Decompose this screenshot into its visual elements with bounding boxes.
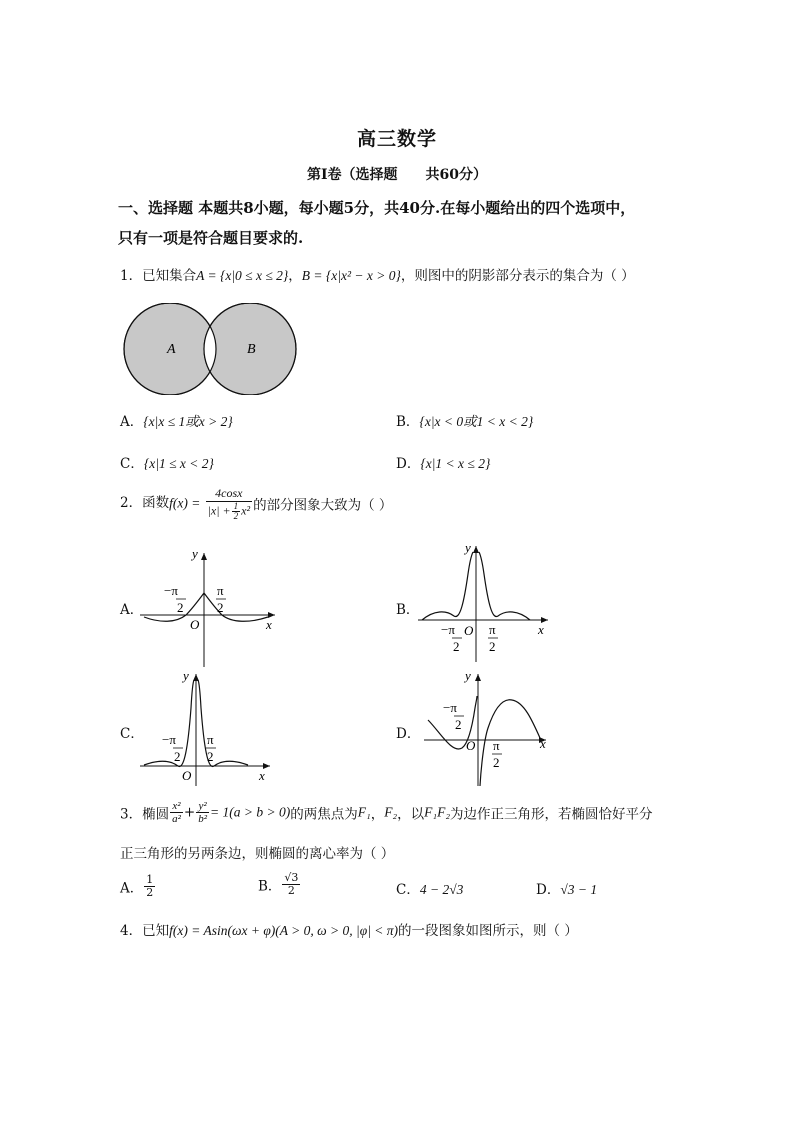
q1-prefix: 1．已知集合 bbox=[120, 268, 197, 284]
q1-option-d[interactable]: D．{x|1 < x ≤ 2} bbox=[396, 456, 491, 472]
q1-suffix: ，则图中的阴影部分表示的集合为（ ） bbox=[400, 268, 635, 284]
venn-diagram bbox=[118, 303, 303, 395]
graph-b-curve-left bbox=[422, 552, 473, 620]
question-1-stem: 1．已知集合A = {x|0 ≤ x ≤ 2}，B = {x|x² − x > 0}，则图中的阴影部分表示的集合为（ ） bbox=[120, 268, 635, 284]
section-instructions-line2: 只有一项是符合题目要求的. bbox=[118, 229, 304, 247]
q3-option-b[interactable]: B． $\frac{√3}{2}$ bbox=[258, 871, 299, 897]
svg-text:−π: −π bbox=[162, 732, 176, 747]
venn-label-b: B bbox=[247, 342, 256, 357]
svg-text:y: y bbox=[465, 540, 471, 555]
svg-text:π: π bbox=[493, 738, 500, 753]
svg-text:π: π bbox=[207, 732, 214, 747]
svg-text:2: 2 bbox=[174, 749, 181, 764]
svg-text:−π: −π bbox=[443, 700, 457, 715]
q1-set-b: B = {x|x² − x > 0} bbox=[301, 268, 401, 283]
graph-c-curve-left bbox=[144, 680, 194, 766]
svg-text:x: x bbox=[266, 617, 272, 632]
q1-set-a: A = {x|0 ≤ x ≤ 2} bbox=[196, 268, 289, 283]
svg-text:2: 2 bbox=[177, 600, 184, 615]
svg-text:2: 2 bbox=[493, 755, 500, 770]
svg-text:2: 2 bbox=[455, 717, 462, 732]
q2-graph-b bbox=[418, 540, 553, 665]
section-instructions-line1: 一、选择题 本题共8小题，每小题5分，共40分.在每小题给出的四个选项中， bbox=[118, 199, 636, 217]
q2-option-a[interactable]: A． bbox=[120, 602, 144, 618]
question-3-stem: 3．椭圆 $\frac{\text{x²}}{\text{a²}}$ + $\frac{\text{y²}}{\text{b²}}$ = 1(a > b > 0)的两焦点为F₁，F₂，以F₁F₂为边作正三角形，若椭圆恰好平分 bbox=[120, 800, 653, 825]
q1-option-c[interactable]: C．{x|1 ≤ x < 2} bbox=[120, 456, 214, 472]
question-4-stem: 4．已知f(x) = Asin(ωx + φ)(A > 0, ω > 0, |φ| < π)的一段图象如图所示，则（ ） bbox=[120, 923, 578, 939]
svg-text:2: 2 bbox=[489, 639, 496, 654]
q2-graph-a bbox=[140, 545, 280, 670]
graph-c-curve-right bbox=[198, 680, 248, 766]
graph-d-curve-right bbox=[480, 700, 540, 786]
svg-text:2: 2 bbox=[207, 749, 214, 764]
svg-text:y: y bbox=[192, 546, 198, 561]
page-title: 高三数学 bbox=[356, 128, 437, 150]
svg-text:O: O bbox=[464, 623, 474, 638]
svg-text:π: π bbox=[217, 583, 224, 598]
svg-text:O: O bbox=[466, 738, 476, 753]
q2-option-c[interactable]: C． bbox=[120, 726, 144, 742]
q3-option-a[interactable]: A． $\frac{1}{2}$ bbox=[120, 873, 154, 899]
q3-option-d[interactable]: D．√3 − 1 bbox=[536, 882, 598, 898]
svg-text:O: O bbox=[182, 768, 192, 783]
question-2-stem: 2．函数f(x) = 4cosx |x| + $\frac{1}{2}$ x² 的部分图象大致为（ ） bbox=[120, 486, 393, 521]
q1-option-a[interactable]: A．{x|x ≤ 1或x > 2} bbox=[120, 414, 233, 430]
q3-option-c[interactable]: C．4 − 2√3 bbox=[396, 882, 464, 898]
svg-text:O: O bbox=[190, 617, 200, 632]
graph-b-curve-right bbox=[479, 552, 530, 620]
question-3-line2: 正三角形的另两条边，则椭圆的离心率为（ ） bbox=[120, 846, 395, 862]
q2-graph-c bbox=[140, 668, 275, 788]
svg-text:y: y bbox=[465, 668, 471, 683]
q2-option-b[interactable]: B． bbox=[396, 602, 420, 618]
svg-text:x: x bbox=[259, 768, 265, 783]
svg-text:2: 2 bbox=[453, 639, 460, 654]
venn-label-a: A bbox=[167, 342, 176, 357]
svg-text:y: y bbox=[183, 668, 189, 683]
q2-option-d[interactable]: D． bbox=[396, 726, 421, 742]
svg-text:π: π bbox=[489, 622, 496, 637]
svg-text:x: x bbox=[538, 622, 544, 637]
svg-text:−π: −π bbox=[164, 583, 178, 598]
section-subtitle: 第Ⅰ卷（选择题 共60分） bbox=[306, 167, 488, 183]
q1-option-b[interactable]: B．{x|x < 0或1 < x < 2} bbox=[396, 414, 534, 430]
svg-text:x: x bbox=[540, 736, 546, 751]
svg-text:−π: −π bbox=[441, 622, 455, 637]
q2-graph-d bbox=[418, 668, 553, 788]
graph-a-curve bbox=[144, 593, 268, 621]
q2-function-fraction: 4cosx |x| + $\frac{1}{2}$ x² bbox=[207, 486, 251, 521]
svg-text:2: 2 bbox=[217, 600, 224, 615]
